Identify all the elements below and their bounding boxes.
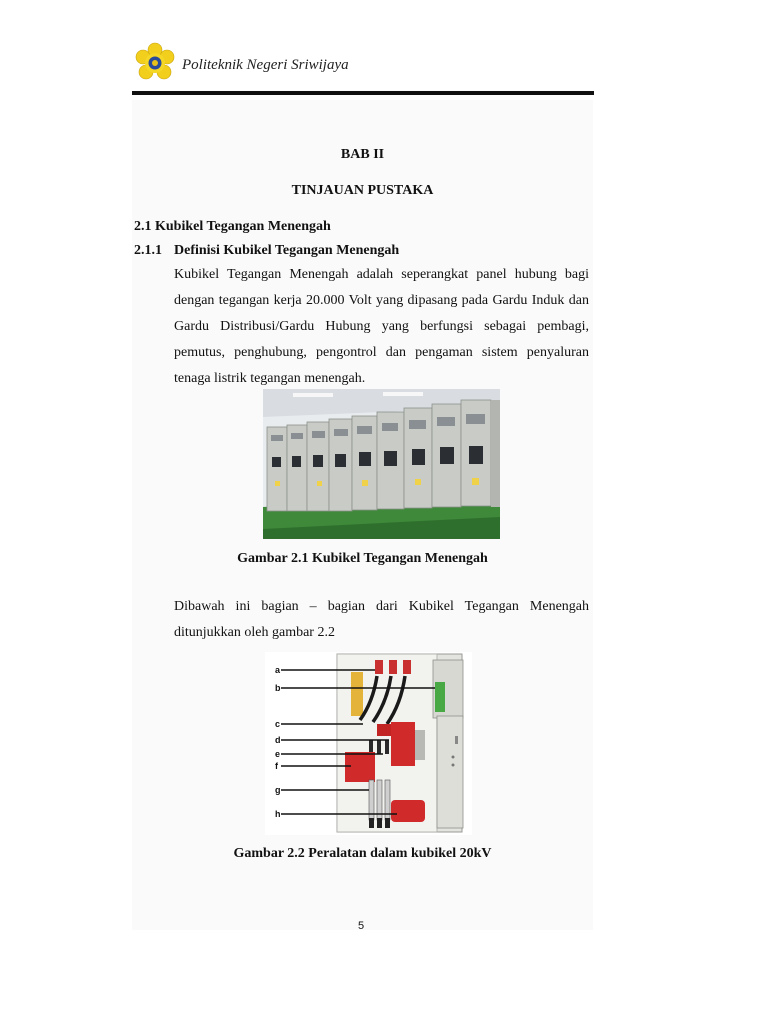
subsection-number: 2.1.1 [134, 243, 162, 258]
figure-cubicle-internals [265, 652, 472, 835]
figure-2-caption: Gambar 2.2 Peralatan dalam kubikel 20kV [233, 846, 492, 861]
page-number: 5 [357, 920, 365, 932]
figure-2-label: a [275, 665, 281, 675]
figure-2-label: h [275, 809, 281, 819]
institution-name: Politeknik Negeri Sriwijaya [182, 57, 349, 73]
figure-2-label: g [275, 785, 281, 795]
header-divider [132, 91, 594, 95]
paragraph-line: ditunjukkan oleh gambar 2.2 [174, 625, 335, 640]
paragraph-line: Gardu Distribusi/Gardu Hubung yang berfungsi sebagai pembagi, [174, 319, 589, 334]
paragraph-definition [174, 262, 589, 392]
chapter-title: TINJAUAN PUSTAKA [291, 183, 434, 198]
figure-2-label: b [275, 683, 281, 693]
figure-2-label: c [275, 719, 281, 729]
page-header [132, 40, 594, 100]
subsection-heading [134, 243, 399, 259]
paragraph-line: Dibawah ini bagian – bagian dari Kubikel Tegangan Menengah [174, 599, 589, 614]
figure-cubicle-photo [263, 389, 500, 539]
paragraph-intro-figure2 [174, 594, 589, 646]
figure-2-label: f [275, 761, 278, 771]
paragraph-line: pemutus, penghubung, pengontrol dan pengaman sistem penyaluran [174, 345, 589, 360]
figure-1-caption: Gambar 2.1 Kubikel Tegangan Menengah [237, 551, 488, 566]
paragraph-line: dengan tegangan kerja 20.000 Volt yang dipasang pada Gardu Induk dan [174, 293, 589, 308]
subsection-title: Definisi Kubikel Tegangan Menengah [174, 243, 400, 258]
section-heading: 2.1 Kubikel Tegangan Menengah [134, 219, 331, 234]
figure-2-label: d [275, 735, 281, 745]
paragraph-line: Kubikel Tegangan Menengah adalah seperangkat panel hubung bagi [174, 267, 589, 282]
polsri-flower-logo-icon [134, 42, 176, 84]
chapter-number: BAB II [340, 147, 385, 162]
paragraph-line: tenaga listrik tegangan menengah. [174, 371, 366, 386]
figure-2-label: e [275, 749, 281, 759]
